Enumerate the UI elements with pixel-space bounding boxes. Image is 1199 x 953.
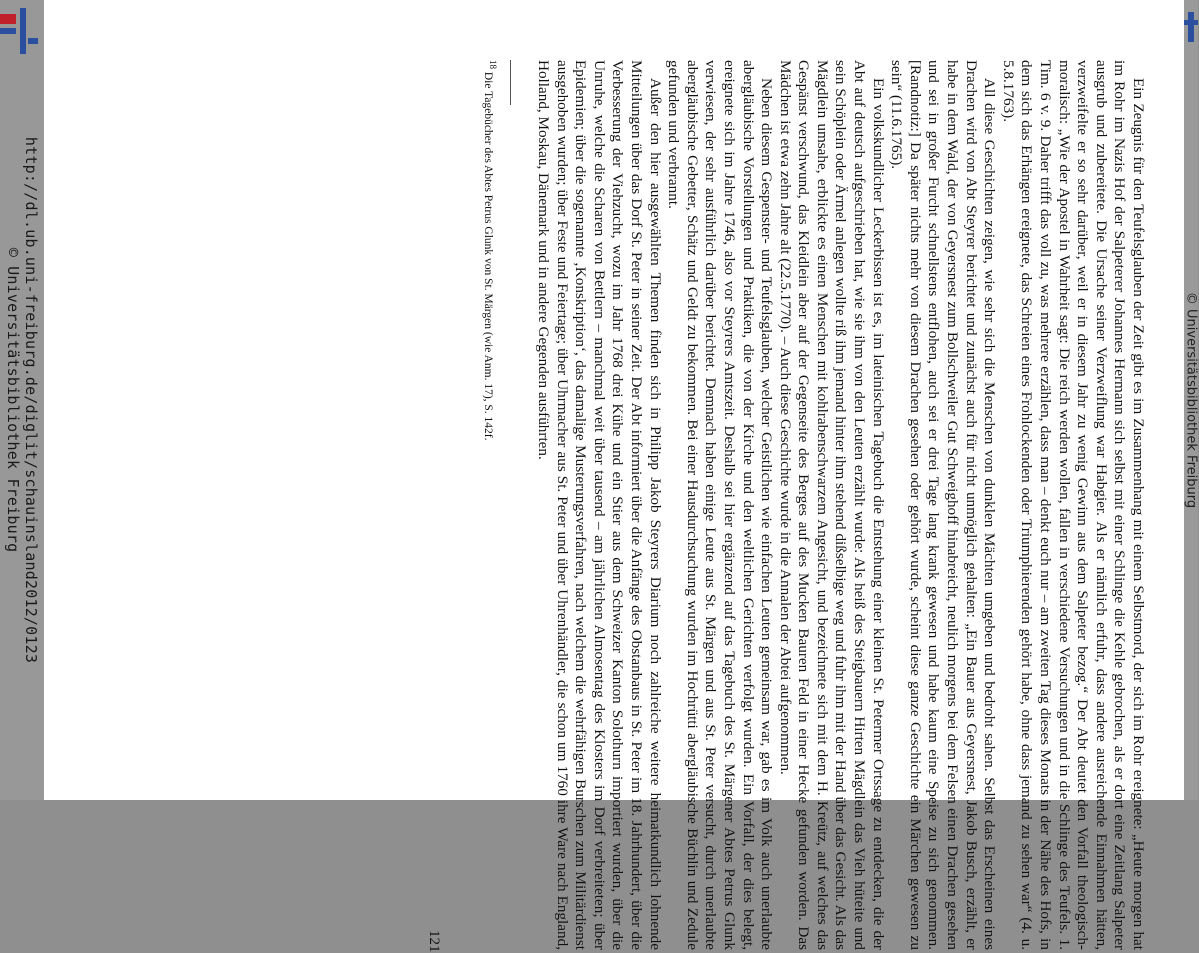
viewer-right-margin (1184, 0, 1198, 800)
text-column (482, 60, 1147, 950)
library-logo-icon (0, 8, 40, 58)
paragraph-1: Ein Zeugnis für den Teufelsglauben der Zeit gibt es im Zusammenhang mit einem Selbstmord, der sich im Rohr ereignete: „Heute morgen hat im Rohr im Nazis Hof der Salpeterer Johannes Hermann sich selbst mit einer Schlinge die Kehle gebrochen, als er dort eine Zeitlang Salpeter ausgrub und zubereitete. Die Ursache seiner Verzweiflung war Habgier. Als er nämlich erfuhr, dass andere ausreichende Einnahmen hätten, verzweifelte er so sehr darüber, weil er in diesem Jahr zu wenig Gewinn aus dem Salpeter bezog.“ Der Abt deutet den Vorfall theologisch-moralisch: „Wie der Apostel in Wahrheit sagt: Die reich werden wollen, fallen in verschiedene Versuchungen und in die Schlinge des Teufels. 1. Tim. 6 v. 9. Daher trifft das voll zu, was mehrere erzählen, dass man – denkt euch nur – am zweiten Tag dieses Monats in der Nähe des Hofs, in dem sich das Erhängen ereignete, das Schreien eines Frohlockenden oder Triumphierenden gehört habe, ohne dass jemand zu sehen war“ (4. u. 5.8.1763). (999, 60, 1147, 950)
copyright-line: © Universitätsbibliothek Freiburg (4, 247, 22, 553)
footnote-marker: 18 (488, 60, 499, 69)
paragraph-3: Ein volkskundlicher Leckerbissen ist es, im lateinischen Tagebuch die Entstehung einer kleinen St. Petermer Ortssage zu entdecken, die der Abt auf deutsch aufgeschrieben hat, wie sie ihm von den Leuten erzählt wurde: Als heiß des Steigbauern Hirten Mägdlein das Vieh hüteite und sein Schöplein oder Ärmel anlegen wollte riß ihm jemand hinter ihm stehend dißselbige weg und fuhr ihm mit der Hand über das Gesicht. Als das Mägdlein umsahe, erblickte es einen Menschen mit kohlrabenschwarzem Angesicht, und bezeichnete sich mit dem H. Kreütz, auf welches das Gespänst verschwund, das Kleidlein aber auf der Gegenseite des Berges auf des Mucken Bauren Feld in einer Hecke gefunden worden. Das Mädchen ist etwa zehn Jahre alt (22.5.1770). – Auch diese Geschichte wurde in die Annalen der Abtei aufgenommen. (776, 60, 887, 950)
footnote (482, 60, 501, 950)
paragraph-2: All diese Geschichten zeigen, wie sehr sich die Menschen von dunklen Mächten umgeben und bedroht sahen. Selbst das Erscheinen eines Drachen wird von Abt Steyrer berichtet und zunächst auch für nicht unmöglich gehalten: „Ein Bauer aus Geyersnest, Jakob Busch, erzählt, er habe in dem Wald, der von Geyersnest zum Bollschweiler Gut Schweighoff hinabreicht, neulich morgens bei dem Felsen einen Drachen gesehen und sei in großer Furcht schnellstens entflohen, auch sei er drei Tage lang krank gewesen und habe kaum eine Speise zu sich genommen. [Randnotiz:] Da später nichts mehr von diesem Drachen gesehen oder gehört wurde, scheint diese ganze Geschichte ein Märchen gewesen zu sein“ (11.6.1765). (888, 60, 999, 950)
page-number: 121 (426, 930, 442, 953)
footnote-divider (510, 60, 511, 105)
scanned-page (44, 0, 1184, 953)
paragraph-5: Außer den hier ausgewählten Themen finden sich in Philipp Jakob Steyrers Diarium noch zahlreiche weitere heimatkundlich lohnende Mitteilungen über das Dorf St. Peter in seiner Zeit. Der Abt informiert über die Anfänge des Obstanbaus in St. Peter im 18. Jahrhundert, über die Verbesserung der Viehzucht, wozu im Jahr 1768 drei Kühe und ein Stier aus dem Schweizer Kanton Solothurn importiert wurden, über die Unruhe, welche die Scharen von Bettlern – manchmal weit über tausend – am jährlichen Almosentag des Klosters im Dorf verbreiteten; über Epidemien; über die sogenannte ‚Konskription‘, das damalige Musterungsverfahren, nach welchem die wehrfähigen Burschen zum Militärdienst ausgehoben wurden; über Feste und Feiertage; über Uhrmacher aus St. Peter und über Uhrenhändler, die schon um 1760 ihre Ware nach England, Holland, Moskau, Dänemark und in andere Gegenden ausführten. (535, 60, 664, 950)
footnote-text: Die Tagebücher des Abtes Petrus Glunk von St. Märgen (wie Anm. 17), S. 142f. (482, 71, 495, 441)
source-url: http://dl.ub.uni-freiburg.de/diglit/schauinsland2012/0123 (22, 136, 40, 664)
paragraph-4: Neben diesem Gespenster- und Teufelsglauben, welcher Geistlichen wie einfachen Leuten gemeinsam war, gab es im Volk auch unerlaubte abergläubische Vorstellungen und Praktiken, die von der Kirche und den weltlichen Gerichten verfolgt wurden. Ein Vorfall, der dies belegt, ereignete sich im Jahre 1746, also vor Steyrers Amtszeit. Deshalb sei hier ergänzend auf das Tagebuch des St. Märgener Abtes Petrus Glunk verwiesen, der sehr ausführlich darüber berichtet. Demnach haben einige Leute aus St. Märgen und aus St. Peter versucht, durch unerlaubte abergläubische Gebetter, Schätz und Geldt zu bekommen. Bei einer Hausdurchsuchung wurden im Hochrütti abergläubische Büchlin und Zedule gefunden und verbrannt. (665, 60, 776, 950)
page-content (69, 20, 1159, 953)
viewer-left-margin (0, 0, 44, 800)
source-url-watermark (4, 137, 40, 663)
right-copyright-watermark: © Universitätsbibliothek Freiburg (1183, 291, 1199, 509)
library-logo-icon (1184, 12, 1198, 46)
